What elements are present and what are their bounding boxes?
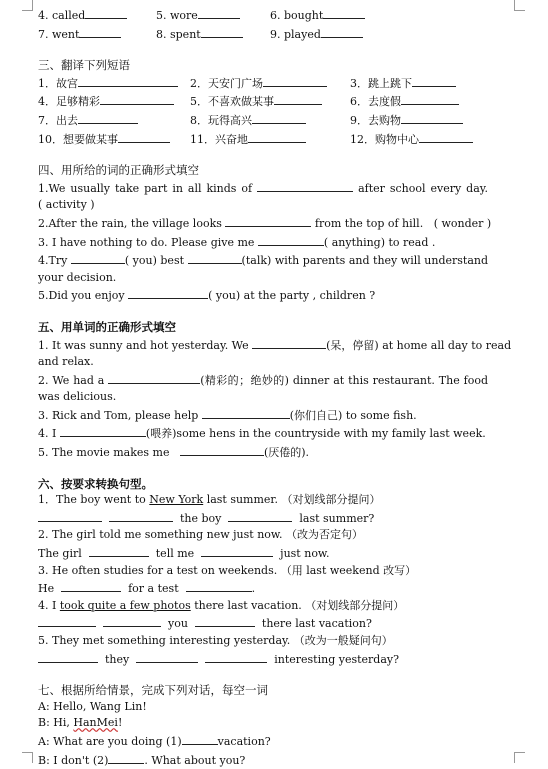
answer-blank[interactable]: [263, 74, 327, 87]
spacer: [38, 462, 488, 476]
answer-blank[interactable]: [321, 25, 363, 38]
answer-blank[interactable]: [89, 544, 149, 557]
answer-text: they: [105, 652, 130, 666]
phrase-text: 4．足够精彩: [38, 95, 100, 109]
answer-blank[interactable]: [412, 74, 456, 87]
question-text: 4. I: [38, 427, 57, 441]
dialogue-text: B: I don't (2): [38, 753, 109, 767]
part6-q3-answer: [38, 579, 488, 598]
answer-blank[interactable]: [188, 251, 242, 264]
answer-blank[interactable]: [108, 371, 200, 384]
question-hint: （用 last weekend 改写）: [280, 563, 417, 577]
answer-blank[interactable]: [186, 579, 252, 592]
answer-text: tell me: [155, 547, 195, 561]
question-text: (厌倦的).: [263, 446, 310, 460]
part6-q2: [38, 527, 488, 544]
underlined-phrase: took quite a few photos: [59, 598, 191, 612]
answer-blank[interactable]: [419, 130, 473, 143]
question-text: last summer.: [206, 493, 278, 507]
question-text: (喂养)some hens in the countryside with my family last week.: [145, 427, 486, 441]
question-hint: （对划线部分提问）: [305, 598, 405, 612]
worksheet-page: [38, 6, 512, 769]
question-text: 3. Rick and Tom, please help: [38, 408, 199, 422]
question-hint: ( wonder ): [433, 216, 492, 230]
answer-blank[interactable]: [323, 6, 365, 19]
answer-blank[interactable]: [79, 25, 121, 38]
part3-row-2: [38, 92, 488, 111]
phrase-text: 2．天安门广场: [190, 76, 263, 90]
part4-q2: [38, 214, 492, 233]
answer-blank[interactable]: [180, 443, 264, 456]
question-text: ( you) at the party , children ?: [208, 289, 376, 303]
answer-text: you: [168, 617, 188, 631]
answer-blank[interactable]: [228, 509, 292, 522]
part7-heading: 七、根据所给情景，完成下列对话，每空一词: [38, 683, 268, 698]
question-hint: （改为否定句）: [286, 528, 364, 542]
answer-blank[interactable]: [401, 111, 463, 124]
question-text: 2.After the rain, the village looks: [38, 216, 222, 230]
part6-q4: [38, 598, 488, 615]
answer-blank[interactable]: [274, 92, 322, 105]
answer-blank[interactable]: [401, 92, 459, 105]
question-text: 2. We had a: [38, 373, 105, 387]
dialogue-line-4: [38, 751, 488, 769]
part4-q4-cont: your decision.: [38, 270, 117, 284]
part4-q1: [38, 179, 488, 198]
part2-row-1: [38, 6, 488, 25]
part3-row-3: [38, 111, 488, 130]
question-text: 3. He often studies for a test on weekends.: [38, 563, 278, 577]
question-text: ( anything) to read .: [323, 235, 436, 249]
part6-q5: [38, 633, 488, 650]
item-text: 4. called: [38, 9, 86, 22]
answer-blank[interactable]: [109, 509, 173, 522]
answer-blank[interactable]: [198, 6, 240, 19]
dialogue-line-3: [38, 732, 488, 751]
part2-row-2: [38, 25, 488, 44]
question-text: 2. The girl told me something new just now.: [38, 528, 283, 542]
phrase-text: 10．想要做某事: [38, 132, 118, 146]
question-text: ( you) best: [124, 254, 185, 268]
part5-q3: [38, 406, 488, 425]
item-text: 6. bought: [270, 9, 324, 22]
part5-q2: [38, 371, 488, 390]
corner-mark-bottom-left: [22, 752, 33, 763]
part5-q1-cont: and relax.: [38, 355, 94, 369]
answer-blank[interactable]: [108, 751, 144, 764]
phrase-text: 9．去购物: [350, 113, 401, 127]
dialogue-text: A: What are you doing (1): [38, 734, 182, 748]
question-text: 4. I: [38, 598, 57, 612]
question-text: there last vacation.: [194, 598, 302, 612]
question-text: (talk) with parents and they will understand: [241, 254, 488, 268]
answer-blank[interactable]: [100, 92, 174, 105]
question-text: from the top of hill.: [314, 216, 424, 230]
part5-q2-cont: was delicious.: [38, 390, 117, 404]
part6-heading: 六、按要求转换句型。: [38, 476, 153, 491]
dialogue-line-1: A: Hello, Wang Lin!: [38, 699, 147, 713]
answer-blank[interactable]: [78, 111, 138, 124]
corner-mark-top-right: [514, 0, 525, 11]
answer-blank[interactable]: [38, 614, 96, 627]
phrase-text: 5．不喜欢做某事: [190, 95, 274, 109]
answer-blank[interactable]: [182, 732, 218, 745]
phrase-text: 3．跳上跳下: [350, 76, 412, 90]
item-text: 5. wore: [156, 9, 198, 22]
question-text: (呆，停留) at home all day to read: [326, 338, 512, 352]
part4-q1-hint: ( activity ): [38, 198, 95, 212]
phrase-text: 7．出去: [38, 113, 78, 127]
part5-q1: [38, 336, 512, 355]
question-text: 5. They met something interesting yesterday.: [38, 634, 291, 647]
spacer: [38, 668, 488, 682]
answer-blank[interactable]: [205, 650, 267, 663]
part3-row-1: [38, 74, 488, 93]
spacer: [38, 148, 488, 162]
answer-blank[interactable]: [71, 251, 125, 264]
part4-q5: [38, 286, 488, 305]
answer-blank[interactable]: [252, 111, 306, 124]
item-text: 8. spent: [156, 27, 201, 41]
answer-blank[interactable]: [128, 286, 208, 299]
spacer: [38, 305, 488, 319]
answer-blank[interactable]: [201, 25, 243, 38]
answer-blank[interactable]: [38, 650, 98, 663]
answer-blank[interactable]: [201, 544, 273, 557]
corner-mark-top-left: [22, 0, 33, 11]
answer-text: just now.: [280, 547, 330, 561]
question-text: 1．The boy went to: [38, 493, 146, 507]
question-hint: （对划线部分提问）: [281, 493, 381, 507]
dialogue-text: !: [117, 716, 123, 730]
answer-blank[interactable]: [78, 74, 178, 87]
answer-blank[interactable]: [60, 424, 146, 437]
item-text: 9. played: [270, 27, 321, 41]
corner-mark-bottom-right: [514, 752, 525, 763]
part4-q3: [38, 233, 488, 252]
phrase-text: 6．去度假: [350, 95, 401, 109]
answer-blank[interactable]: [257, 179, 353, 192]
part5-q5: [38, 443, 488, 462]
question-text: 5. The movie makes me: [38, 446, 170, 460]
answer-text: last summer?: [299, 511, 375, 525]
answer-blank[interactable]: [202, 406, 290, 419]
part6-q4-answer: [38, 614, 488, 633]
answer-blank[interactable]: [118, 130, 170, 143]
question-text: 4.Try: [38, 254, 68, 268]
part3-heading: 三、翻译下列短语: [38, 58, 130, 73]
answer-blank[interactable]: [85, 6, 127, 19]
answer-text: The girl: [38, 547, 82, 561]
part4-q4: [38, 251, 488, 270]
answer-blank[interactable]: [195, 614, 255, 627]
question-text: 1.We usually take part in all kinds of: [38, 181, 253, 195]
answer-text: He: [38, 582, 55, 596]
answer-blank[interactable]: [258, 233, 324, 246]
answer-text: .: [251, 582, 256, 596]
answer-blank[interactable]: [252, 336, 326, 349]
question-text: (精彩的；绝妙的) dinner at this restaurant. The food: [200, 373, 488, 387]
answer-text: for a test: [128, 582, 179, 596]
question-hint: （改为一般疑问句）: [293, 634, 393, 647]
dialogue-line-2: [38, 715, 488, 732]
dialogue-text: vacation?: [217, 734, 271, 748]
phrase-text: 1．故宫: [38, 76, 78, 90]
part6-q5-answer: [38, 650, 488, 669]
answer-blank[interactable]: [248, 130, 306, 143]
answer-blank[interactable]: [61, 579, 121, 592]
part3-row-4: [38, 130, 488, 149]
part6-q2-answer: [38, 544, 488, 563]
part5-heading: 五、用单词的正确形式填空: [38, 319, 176, 334]
spacer: [38, 43, 488, 57]
phrase-text: 12．购物中心: [350, 132, 419, 146]
part6-q3: [38, 563, 488, 580]
answer-blank[interactable]: [103, 614, 161, 627]
item-text: 7. went: [38, 27, 80, 41]
question-text: after school every day.: [358, 181, 489, 195]
part5-q4: [38, 424, 488, 443]
dialogue-text: . What about you?: [144, 753, 246, 767]
answer-text: interesting yesterday?: [274, 652, 400, 666]
dialogue-text: B: Hi,: [38, 716, 70, 730]
part6-q1: [38, 492, 488, 509]
answer-blank[interactable]: [38, 509, 102, 522]
part4-heading: 四、用所给的词的正确形式填空: [38, 163, 199, 178]
part6-q1-answer: [38, 509, 488, 528]
question-text: 1. It was sunny and hot yesterday. We: [38, 338, 249, 352]
answer-blank[interactable]: [136, 650, 198, 663]
question-text: 5.Did you enjoy: [38, 289, 125, 303]
answer-blank[interactable]: [225, 214, 311, 227]
phrase-text: 8．玩得高兴: [190, 113, 252, 127]
question-text: (你们自己) to some fish.: [289, 408, 417, 422]
underlined-phrase: New York: [149, 493, 204, 507]
dialogue-name: HanMei: [73, 716, 118, 730]
question-text: 3. I have nothing to do. Please give me: [38, 235, 255, 249]
answer-text: there last vacation?: [261, 617, 372, 631]
phrase-text: 11．兴奋地: [190, 132, 248, 146]
answer-text: the boy: [180, 511, 222, 525]
